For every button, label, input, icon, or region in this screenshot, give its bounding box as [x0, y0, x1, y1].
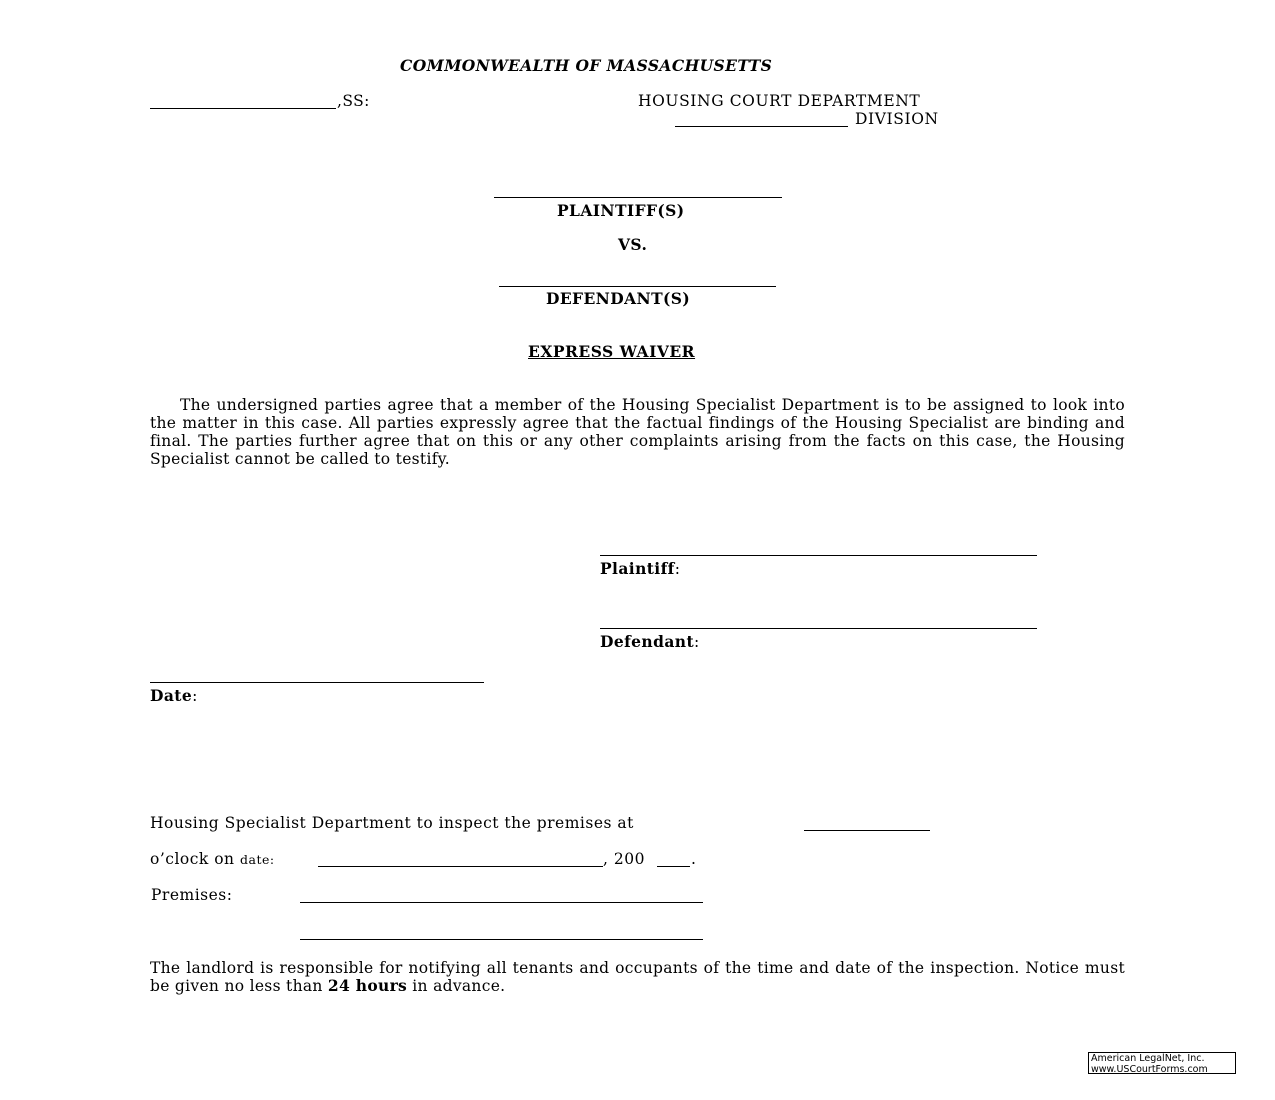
- oclock-on-text: o’clock on: [150, 850, 235, 868]
- date-signature-line[interactable]: [150, 682, 484, 683]
- plaintiff-signature-label: [600, 559, 680, 578]
- defendant-name-blank[interactable]: [499, 286, 776, 287]
- notice-hours: 24 hours: [327, 976, 408, 995]
- date-word: Date: [150, 686, 193, 705]
- document-title: EXPRESS WAIVER: [528, 342, 696, 361]
- notice-text-start: The landlord is responsible for notifying all tenants and occupants of the time and date of the inspection. Notice must be given no less than: [150, 959, 1125, 995]
- defendants-label: DEFENDANT(S): [546, 289, 691, 308]
- premises-blank-1[interactable]: [300, 902, 703, 903]
- year-blank[interactable]: [657, 866, 690, 867]
- notice-text-end: in advance.: [412, 977, 506, 995]
- notice-paragraph: [150, 959, 1125, 995]
- plaintiff-signature-line[interactable]: [600, 555, 1037, 556]
- date-signature-label: [150, 686, 198, 705]
- county-suffix: ,SS:: [337, 92, 370, 110]
- defendant-signature-label: [600, 632, 700, 651]
- line2-period: .: [691, 850, 696, 868]
- division-label: DIVISION: [855, 110, 939, 128]
- division-blank[interactable]: [675, 126, 848, 127]
- plaintiff-colon: :: [674, 560, 681, 578]
- date-word-small: date:: [239, 852, 275, 867]
- plaintiffs-label: PLAINTIFF(S): [557, 201, 685, 220]
- premises-label: Premises:: [151, 886, 233, 904]
- plaintiff-name-blank[interactable]: [494, 197, 782, 198]
- american-legalnet-logo: [1088, 1052, 1236, 1074]
- waiver-paragraph: The undersigned parties agree that a member of the Housing Specialist Department is to be assigned to look into the matter in this case. All parties expressly agree that the factual findings of the Housing Specialist are binding and final. The parties further agree that on this or any other complaints arising from the facts on this case, the Housing Specialist cannot be called to testify.: [150, 396, 1125, 468]
- defendant-signature-line[interactable]: [600, 628, 1037, 629]
- defendant-colon: :: [694, 633, 700, 651]
- inspection-line-1: Housing Specialist Department to inspect the premises at: [150, 814, 634, 832]
- inspection-line-2: [150, 850, 275, 868]
- defendant-signature-word: Defendant: [600, 632, 695, 651]
- commonwealth-heading: COMMONWEALTH OF MASSACHUSETTS: [400, 56, 773, 75]
- year-text: , 200: [603, 850, 645, 868]
- logo-line-1: American LegalNet, Inc.: [1091, 1053, 1205, 1064]
- versus-label: VS.: [618, 235, 648, 254]
- logo-line-2: www.USCourtForms.com: [1091, 1063, 1208, 1075]
- inspection-date-blank[interactable]: [318, 866, 603, 867]
- inspection-time-blank[interactable]: [804, 830, 930, 831]
- date-colon: :: [192, 687, 198, 705]
- court-department: HOUSING COURT DEPARTMENT: [638, 92, 921, 110]
- county-blank[interactable]: [150, 108, 336, 109]
- premises-blank-2[interactable]: [300, 939, 703, 940]
- plaintiff-signature-word: Plaintiff: [600, 559, 675, 578]
